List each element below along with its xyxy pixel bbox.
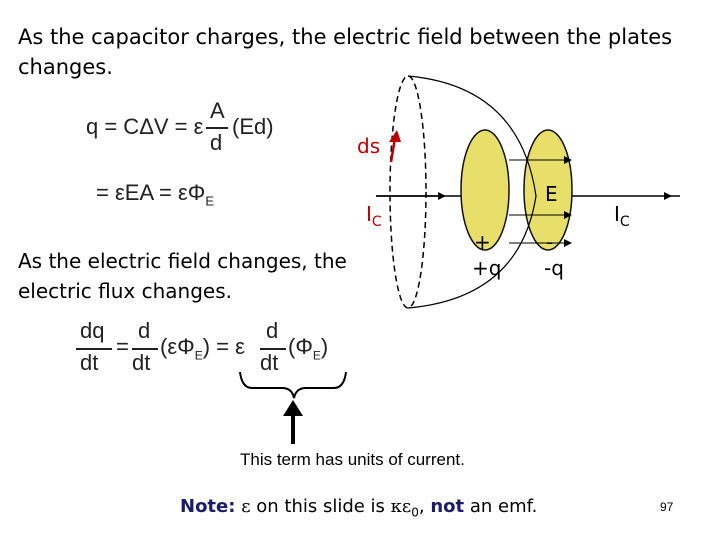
ds-label: ds: [357, 134, 381, 158]
eq3-lhs-num: dq: [80, 318, 105, 343]
eq3-lhs-den: dt: [80, 350, 99, 375]
eq1-frac-den: d: [210, 130, 223, 155]
eq3-frac2-num: d: [266, 318, 279, 343]
eq1-rhs: (Ed): [232, 114, 274, 139]
note-label: Note:: [180, 496, 236, 517]
note-comma: ,: [418, 496, 431, 517]
note-text1: on this slide is: [250, 496, 391, 517]
eq3-equals: =: [116, 334, 129, 359]
note-line: [180, 496, 537, 520]
note-keps: κε: [390, 496, 412, 517]
eq1-lhs: q = CΔV = ε: [86, 114, 204, 139]
flux-caption: As the electric field changes, the electric flux changes.: [18, 249, 347, 303]
eq3-end: $(\Phi_E)$: [288, 334, 329, 363]
note-not: not: [430, 496, 465, 517]
underbrace: [240, 372, 346, 398]
note-eps: ε: [241, 496, 251, 517]
note-text2: an emf.: [464, 496, 538, 517]
ic-right-arrowhead: [664, 192, 672, 200]
minus-q-label: -q: [544, 256, 564, 280]
eq3-frac1-den: dt: [132, 350, 151, 375]
plus-sign: +: [474, 230, 491, 254]
ic-right-label: $I_C$: [614, 202, 630, 230]
eq3-mid: $(\varepsilon\Phi_E) = \varepsilon$: [160, 334, 245, 363]
amperian-loop: [390, 76, 426, 308]
slide-heading: As the capacitor charges, the electric field between the plates changes.: [18, 25, 673, 79]
plus-q-label: +q: [472, 256, 502, 280]
minus-sign: -: [546, 230, 554, 254]
eq3-frac1-num: d: [138, 318, 151, 343]
eq1-frac-num: A: [210, 98, 225, 123]
current-annotation: This term has units of current.: [240, 450, 465, 469]
annotation-arrow-head: [283, 400, 303, 416]
note-keps-sub: 0: [411, 505, 419, 520]
ds-arrow-head: [389, 130, 401, 142]
ic-left-arrowhead: [438, 192, 446, 200]
ic-left-label: $I_C$: [366, 202, 382, 230]
eq2-text: = εEA = εΦ: [96, 180, 206, 205]
field-arrow-3: [564, 239, 572, 247]
eq3-frac2-den: dt: [260, 350, 279, 375]
eq2-sub: E: [205, 193, 215, 209]
e-field-label: E: [545, 182, 558, 206]
page-number: 97: [660, 500, 674, 514]
